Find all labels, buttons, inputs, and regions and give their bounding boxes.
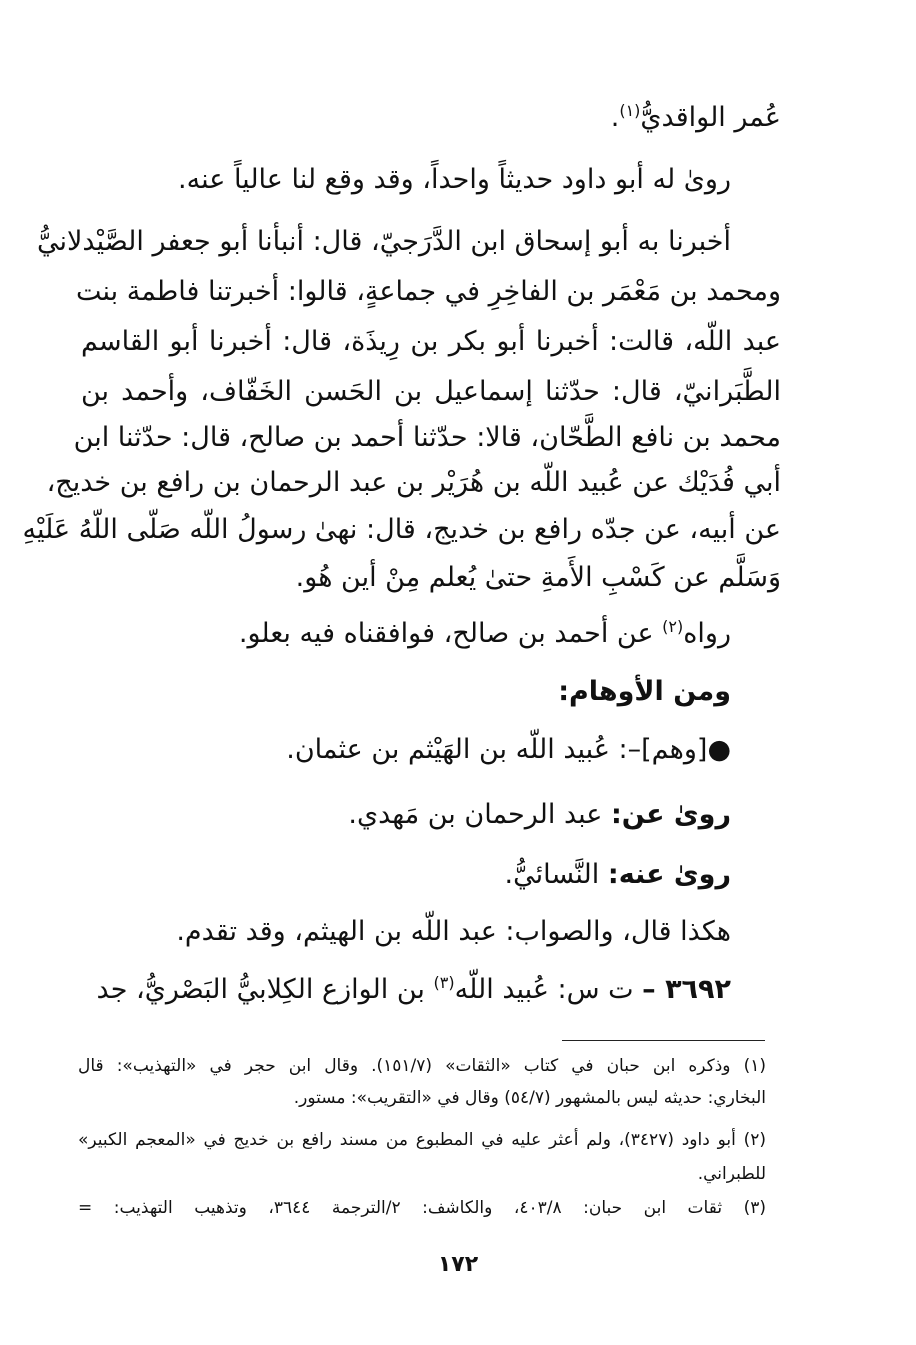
text-line-correction: هكذا قال، والصواب: عبد اللّه بن الهيثم، وقد تقدم. [176, 916, 731, 947]
footnote-2: (٢) أبو داود (٣٤٢٧)، ولم أعثر عليه في المطبوع من مسند رافع بن خديج في «المعجم الكبير» [78, 1130, 766, 1150]
text-line-10: وَسَلَّم عن كَسْبِ الأَمةِ حتیٰ يُعلم مِنْ أين هُو. [295, 562, 781, 593]
text-line-3: أخبرنا به أبو إسحاق ابن الدَّرَجيّ، قال: أنبأنا أبو جعفر الصَّيْدلانيُّ [37, 226, 731, 257]
footnote-3: (٣) ثقات ابن حبان: ٤٠٣/٨، والكاشف: ٢/الترجمة ٣٦٤٤، وتذهيب التهذيب: = [78, 1198, 766, 1218]
text-line-7: محمد بن نافع الطَّحّان، قالا: حدّثنا أحمد بن صالح، قال: حدّثنا ابن [73, 422, 781, 453]
entry-number: ٣٦٩٢ – [642, 974, 731, 1005]
text-line-2: رویٰ له أبو داود حديثاً واحداً، وقد وقع لنا عالياً عنه. [178, 164, 731, 195]
footnote-marker: (٢) [662, 617, 684, 636]
section-heading: ومن الأوهام: [558, 676, 731, 707]
footnote-separator [562, 1040, 765, 1041]
footnote-2-cont: للطبراني. [697, 1164, 766, 1184]
page-number: ١٧٢ [437, 1252, 479, 1277]
footnote-marker: (١) [619, 101, 641, 120]
text-line-rawa-anhu: رویٰ عنه: النَّسائيُّ. [504, 859, 731, 890]
entry-heading: ٣٦٩٢ – ت س: عُبيد اللّه$^{(٣)}$ بن الوازع الكِلابيُّ البَصْريُّ، جد [96, 973, 731, 1005]
text-line-1: عُمر الواقديُّ$^{(١)}$. [610, 101, 781, 133]
footnote-1: (١) وذكره ابن حبان في كتاب «الثقات» (١٥١/٧). وقال ابن حجر في «التهذيب»: قال [78, 1056, 766, 1076]
text-line-6: الطَّبَرانيّ، قال: حدّثنا إسماعيل بن الحَسن الخَفّاف، وأحمد بن [81, 376, 781, 407]
text-line-rawa-an: رویٰ عن: عبد الرحمان بن مَهدي. [348, 799, 731, 830]
text-line-11: رواه$^{(٢)}$ عن أحمد بن صالح، فوافقناه فيه بعلو. [238, 617, 731, 649]
text-line-5: عبد اللّه، قالت: أخبرنا أبو بكر بن رِيذَة، قال: أخبرنا أبو القاسم [81, 326, 781, 357]
text-line-4: ومحمد بن مَعْمَر بن الفاخِرِ في جماعةٍ، قالوا: أخبرتنا فاطمة بنت [75, 276, 781, 307]
footnote-1-cont: البخاري: حديثه ليس بالمشهور (٥٤/٧) وقال في «التقريب»: مستور. [293, 1088, 766, 1108]
text-line-9: عن أبيه، عن جدّه رافع بن خديج، قال: نهیٰ رسولُ اللّه صَلّى اللّهُ عَلَيْهِ [22, 514, 781, 545]
footnote-marker: (٣) [433, 973, 455, 992]
text-line-wahm: ●[وهم]–: عُبيد اللّه بن الهَيْثم بن عثمان. [286, 734, 731, 765]
bullet-icon: ●[وهم] [641, 734, 731, 765]
text-line-8: أبي فُدَيْك عن عُبيد اللّه بن هُرَيْر بن عبد الرحمان بن رافع بن خديج، [46, 467, 781, 498]
